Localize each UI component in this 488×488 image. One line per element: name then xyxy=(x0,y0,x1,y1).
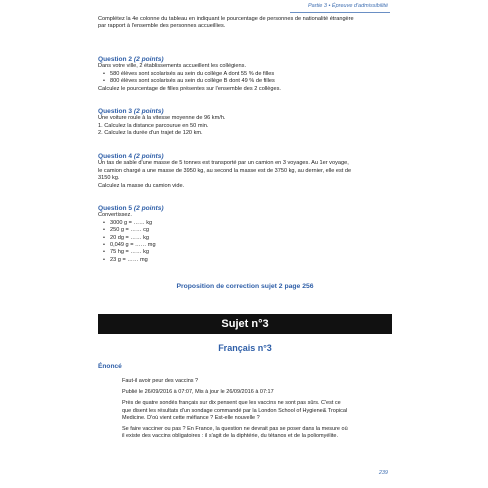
sujet-heading: Sujet n°3 xyxy=(98,314,392,334)
article-paragraph xyxy=(122,426,386,440)
question-text: Convertissez. xyxy=(98,212,132,219)
list-item: • 800 élèves sont scolarisés au sein du collège B dont 49 % de filles xyxy=(110,78,392,85)
article-line: Près de quatre sondés français sur dix pensent que les vaccins ne sont pas sûrs. C'est ce xyxy=(122,400,341,407)
question-3 xyxy=(98,108,392,138)
question-points: (2 points) xyxy=(133,205,164,212)
intro-line: par rapport à l'ensemble des personnes accueillies. xyxy=(98,23,226,30)
correction-link: Proposition de correction sujet 2 page 256 xyxy=(176,283,314,290)
question-title-text: Question 4 xyxy=(98,153,133,160)
article-published: Publié le 26/09/2016 à 07:07, Mis à jour le 26/09/2016 à 07:17 xyxy=(122,389,274,396)
conversion-list xyxy=(98,220,392,264)
question-list xyxy=(98,71,392,86)
article-line: il existe des vaccins obligatoires : il s'agit de la diphtérie, du tétanos et de la poliomyélite. xyxy=(122,433,338,440)
question-title xyxy=(98,108,392,115)
question-title xyxy=(98,56,392,63)
intro-block xyxy=(98,16,392,31)
question-points: (2 points) xyxy=(133,153,164,160)
list-item: • 23 g = …… mg xyxy=(110,257,392,264)
page-number: 239 xyxy=(378,470,388,476)
question-text: Calculez la masse du camion vide. xyxy=(98,182,185,189)
question-points: (2 points) xyxy=(133,56,164,63)
question-title-text: Question 5 xyxy=(98,205,133,212)
question-2 xyxy=(98,56,392,93)
question-text: le camion chargé a une masse de 3950 kg, au second la masse est de 3750 kg, au dernier, elle est de xyxy=(98,167,352,174)
question-text: 1. Calculez la distance parcourue en 50 min. xyxy=(98,122,209,129)
article-line: Medicine. D'où vient cette méfiance ? Est-elle nouvelle ? xyxy=(122,414,260,421)
article xyxy=(122,378,386,444)
question-text: Un tas de sable d'une masse de 5 tonnes est transporté par un camion en 3 voyages. Au 1er voyage, xyxy=(98,160,349,167)
question-text: 2. Calculez la durée d'un trajet de 120 km. xyxy=(98,130,203,137)
article-line: Se faire vacciner ou pas ? En France, la question ne devrait pas se poser dans la mesure où xyxy=(122,426,348,433)
list-item: • 580 élèves sont scolarisés au sein du collège A dont 55 % de filles xyxy=(110,71,392,78)
article-paragraph xyxy=(122,400,386,422)
question-4 xyxy=(98,153,392,190)
subject-title: Français n°3 xyxy=(218,343,272,353)
list-item: • 20 dg = …… kg xyxy=(110,235,392,242)
list-item: • 3000 g = …… kg xyxy=(110,220,392,227)
question-title xyxy=(98,153,392,160)
enonce-label: Énoncé xyxy=(98,363,122,370)
article-headline: Faut-il avoir peur des vaccins ? xyxy=(122,378,199,384)
question-5 xyxy=(98,205,392,264)
question-points: (2 points) xyxy=(133,108,164,115)
running-header: Partie 3 • Épreuve d'admissibilité xyxy=(307,3,388,9)
question-text: Dans votre ville, 2 établissements accueillent les collégiens. xyxy=(98,63,246,70)
list-item: • 0,049 g = …… mg xyxy=(110,242,392,249)
question-title xyxy=(98,205,392,212)
intro-line: Complétez la 4e colonne du tableau en indiquant le pourcentage de personnes de nationalité étrangère xyxy=(98,16,354,22)
article-line: que disent les résultats d'un sondage commandé par la London School of Hygiene& Tropical xyxy=(122,407,348,414)
question-text: 3150 kg. xyxy=(98,175,120,182)
list-item: • 75 hg = …… kg xyxy=(110,249,392,256)
question-title-text: Question 2 xyxy=(98,56,133,63)
list-item: • 250 g = …… cg xyxy=(110,227,392,234)
question-text: Calculez le pourcentage de filles présentes sur l'ensemble des 2 collèges. xyxy=(98,85,281,92)
question-text: Une voiture roule à la vitesse moyenne de 96 km/h. xyxy=(98,115,226,122)
question-title-text: Question 3 xyxy=(98,108,133,115)
